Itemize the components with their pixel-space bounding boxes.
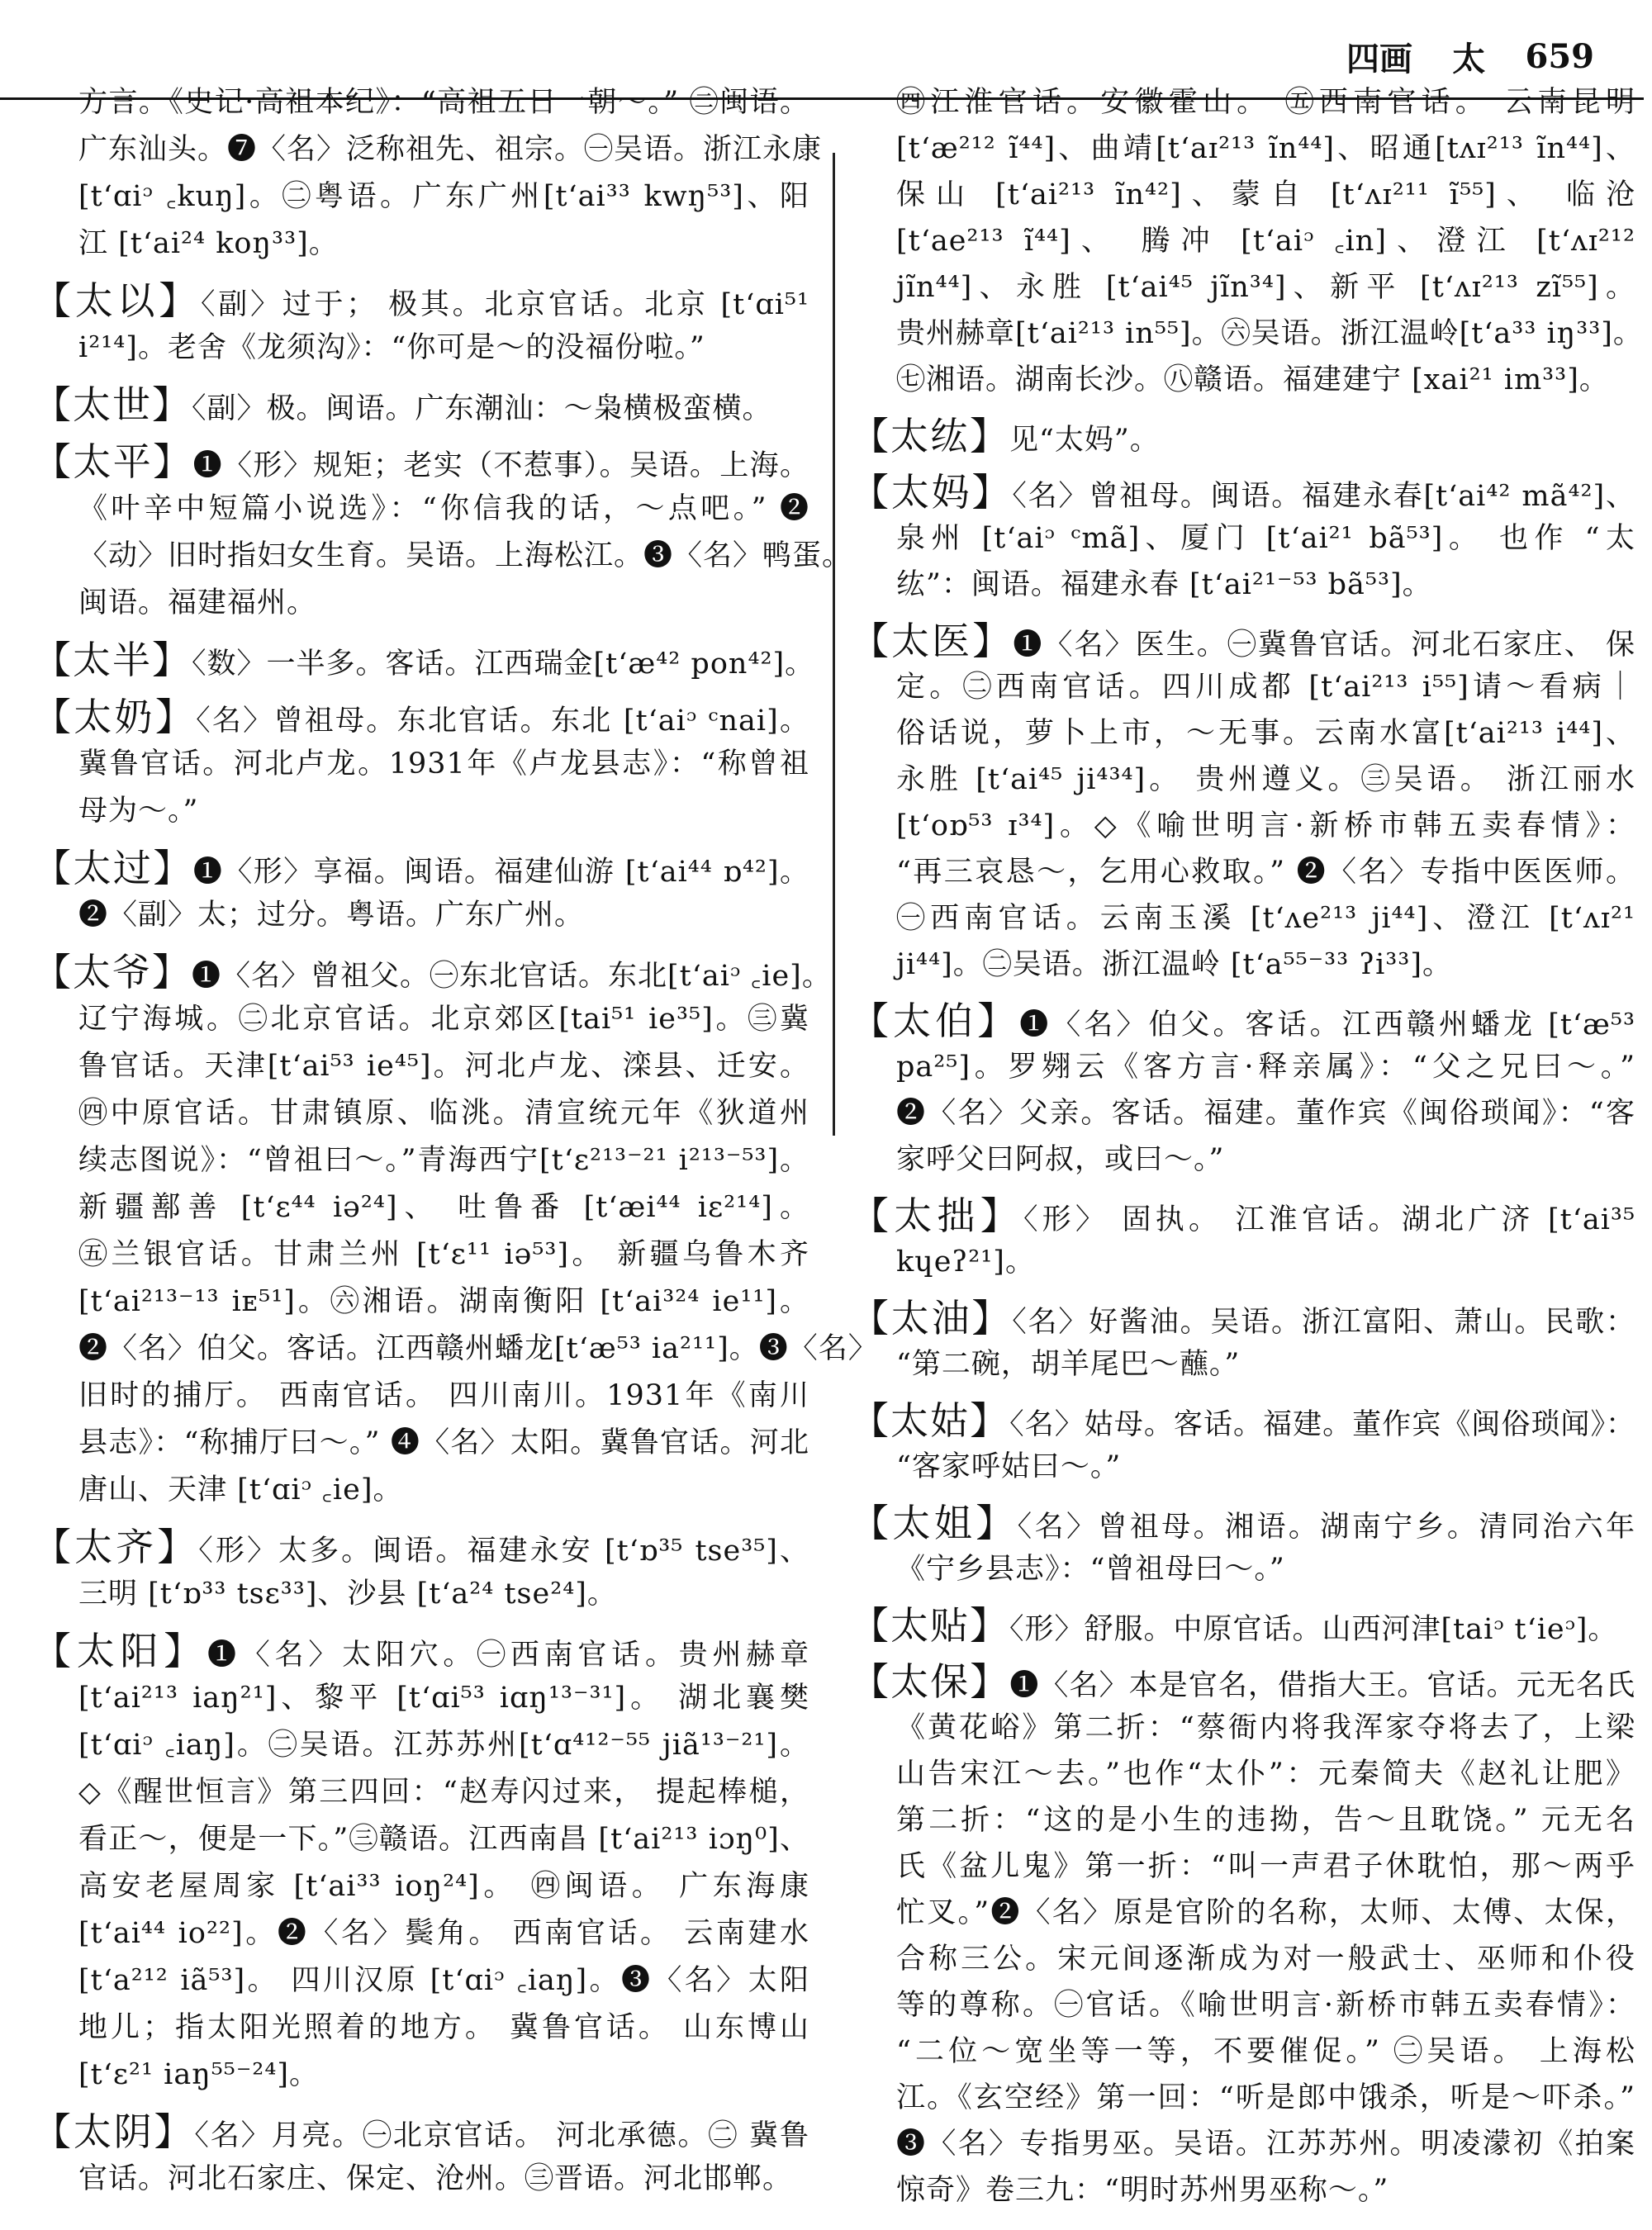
entry-line <box>78 486 809 532</box>
headword: 【太平】 <box>33 439 193 484</box>
entry-line <box>851 469 1635 515</box>
entry-text: ❸〈名〉专指男巫。吴语。江苏苏州。明凌濛初《拍案 <box>896 2128 1635 2161</box>
entry-line <box>896 1705 1635 1751</box>
entry-line <box>851 1658 1635 1705</box>
entry-text: 三明 [t‘ɒ³³ tsɛ³³]、沙县 [t‘a²⁴ tse²⁴]。 <box>78 1578 617 1611</box>
entry-text: 县志》：“称捕厅曰～。” ❹〈名〉太阳。冀鲁官话。河北 <box>78 1426 809 1459</box>
entry-text: “客家呼姑曰～。” <box>896 1450 1122 1483</box>
entry-line <box>78 221 809 267</box>
entry-line <box>78 1467 809 1513</box>
entry-text: [t‘a²¹² iã⁵³]。 四川汉原 [t‘ɑiᵓ ꜀iaŋ]。❸〈名〉太阳 <box>78 1964 809 1997</box>
entry-text: “二位～宽坐等一等，不要催促。” ㊁吴语。 上海松 <box>896 2035 1635 2068</box>
entry-line <box>78 892 809 938</box>
entry-text: ❶〈名〉本是官名，借指大王。官话。元无名氏 <box>1009 1669 1635 1702</box>
entry-line <box>896 1444 1635 1490</box>
entry-text: 第二折：“这的是小生的违拗，告～且耽饶。” 元无名 <box>896 1804 1635 1837</box>
left-column <box>33 0 878 2230</box>
entry-line <box>896 79 1635 126</box>
entry-line <box>78 2005 809 2051</box>
entry-line <box>78 1675 809 1721</box>
headword: 【太妈】 <box>851 470 1013 515</box>
headword: 【太阴】 <box>33 2109 195 2154</box>
entry-line <box>33 637 815 683</box>
entry-text: 官话。河北石家庄、保定、沧州。㊂晋语。河北邯郸。 <box>78 2162 793 2195</box>
headword: 【太奶】 <box>33 695 197 739</box>
entry-line <box>78 1769 809 1815</box>
headword: 【太伯】 <box>851 999 1020 1043</box>
entry-line <box>78 1137 809 1184</box>
entry-line <box>851 1500 1635 1546</box>
entry-line <box>78 1090 809 1136</box>
entry-line <box>33 694 809 740</box>
entry-text: 山告宋江～去。”也作“太仆”：元秦简夫《赵礼让肥》 <box>896 1758 1635 1791</box>
entry-text: 〈名〉姑母。客话。福建。董作宾《闽俗琐闻》： <box>1009 1408 1636 1441</box>
entry-text: [t‘ɛ²¹ iaŋ⁵⁵⁻²⁴]。 <box>78 2058 320 2091</box>
entry-line <box>78 1571 809 1617</box>
entry-line <box>851 413 1635 459</box>
entry-text: ❷〈名〉伯父。客话。江西赣州蟠龙[t‘æ⁵³ ia²¹¹]。❸〈名〉 <box>78 1332 878 1365</box>
entry-line <box>78 1043 809 1089</box>
headword: 【太姐】 <box>851 1501 1018 1545</box>
entry-line <box>78 580 809 626</box>
entry-text: ㊀西南官话。云南玉溪 [t‘ʌe²¹³ ji⁴⁴]、澄江 [t‘ʌɪ²¹ <box>896 902 1635 935</box>
entry-line <box>896 515 1635 562</box>
entry-line <box>896 264 1635 311</box>
entry-line <box>33 845 809 891</box>
entry-line <box>78 1326 878 1372</box>
entry-line <box>896 1239 1635 1285</box>
entry-text: 贵州赫章[t‘ai²¹³ in⁵⁵]。㊅吴语。浙江温岭[t‘a³³ iŋ³³]。 <box>896 317 1643 350</box>
entry-text: 惊奇》卷三九：“明时苏州男巫称～。” <box>896 2174 1389 2207</box>
entry-text: 高安老屋周家 [t‘ai³³ ioŋ²⁴]。 ㊃闽语。 广东海康 <box>78 1870 809 1903</box>
entry-text: 合称三公。宋元间逐渐成为对一般武士、巫师和仆役 <box>896 1943 1635 1976</box>
entry-text: ◇《醒世恒言》第三四回：“赵寿闪过来， 提起棒槌， <box>78 1776 809 1809</box>
entry-text: ❶〈形〉享福。闽语。福建仙游 [t‘ai⁴⁴ ɒ⁴²]。 <box>192 856 810 889</box>
entry-line <box>78 1863 809 1910</box>
entry-line <box>78 1722 809 1768</box>
right-column <box>851 0 1643 2230</box>
entry-line <box>851 618 1635 664</box>
entry-line <box>78 2156 809 2202</box>
entry-line <box>33 382 809 428</box>
entry-text: [t‘ai⁴⁴ io²²]。❷〈名〉鬓角。 西南官话。 云南建水 <box>78 1917 809 1950</box>
entry-line <box>896 1936 1635 1982</box>
header-section: 四画 <box>1346 39 1412 78</box>
entry-line <box>896 562 1635 608</box>
entry-text: i²¹⁴]。老舍《龙须沟》：“你可是～的没福份啦。” <box>78 331 705 364</box>
entry-text: 鲁官话。天津[t‘ai⁵³ ie⁴⁵]。河北卢龙、滦县、迁安。 <box>78 1050 809 1083</box>
entry-text: kɥeʔ²¹]。 <box>896 1245 1035 1279</box>
entry-text: 《叶辛中短篇小说选》：“你信我的话，～点吧。” ❷ <box>78 492 809 525</box>
entry-line <box>33 1524 809 1570</box>
entry-line <box>78 533 852 579</box>
entry-text: 续志图说》：“曾祖曰～。”青海西宁[t‘ɛ²¹³⁻²¹ i²¹³⁻⁵³]。 <box>78 1144 809 1177</box>
entry-text: 〈副〉极。闽语。广东潮汕：～枭横极蛮横。 <box>192 392 772 425</box>
entry-text: 忙叉。”❷〈名〉原是官阶的名称，太师、太傅、太保， <box>896 1896 1635 1929</box>
entry-line <box>896 1546 1635 1592</box>
entry-text: ㊆湘语。湖南长沙。㊇赣语。福建建宁 [xai²¹ im³³]。 <box>896 363 1609 396</box>
entry-text: ❷〈名〉父亲。客话。福建。董作宾《闽俗琐闻》：“客 <box>896 1097 1635 1130</box>
entry-text: 新疆鄯善 [t‘ɛ⁴⁴ iə²⁴]、 吐鲁番 [t‘æi⁴⁴ iɛ²¹⁴]。 <box>78 1191 809 1224</box>
entry-text: 〈副〉过于； 极其。北京官话。北京 [t‘ɑi⁵¹ <box>201 288 809 321</box>
entry-line <box>896 1982 1635 2028</box>
headword: 【太保】 <box>851 1659 1010 1704</box>
entry-line <box>896 1044 1635 1090</box>
entry-line <box>78 1231 809 1278</box>
entry-line <box>78 996 809 1042</box>
headword: 【太油】 <box>851 1296 1013 1340</box>
entry-line <box>78 2052 809 2098</box>
entry-text: ㊄兰银官话。甘肃兰州 [t‘ɛ¹¹ iə⁵³]。 新疆乌鲁木齐 <box>78 1238 809 1271</box>
entry-line <box>896 218 1635 264</box>
headword: 【太姑】 <box>851 1398 1010 1443</box>
entry-line <box>851 998 1635 1044</box>
entry-line <box>896 1890 1635 1936</box>
entry-text: 〈动〉旧时指妇女生育。吴语。上海松江。❸〈名〉鸭蛋。 <box>78 539 852 572</box>
entry-line <box>896 1136 1635 1183</box>
headword: 【太贴】 <box>851 1603 1009 1648</box>
entry-line <box>851 1295 1635 1341</box>
entry-text: 看正～，便是一下。”㊂赣语。江西南昌 [t‘ai²¹³ iɔŋ⁰]、 <box>78 1823 809 1856</box>
entry-text: ❶〈形〉规矩；老实（不惹事）。吴语。上海。 <box>192 449 809 482</box>
entry-line <box>78 788 809 834</box>
entry-text: 〈名〉月亮。㊀北京官话。 河北承德。㊁ 冀鲁 <box>194 2119 809 2152</box>
entry-text: ❶〈名〉曾祖父。㊀东北官话。东北[t‘aiᵓ ꜀ie]。 <box>192 960 832 993</box>
header-char: 太 <box>1452 39 1486 78</box>
entry-text: 〈名〉好酱油。吴语。浙江富阳、萧山。民歌： <box>1012 1306 1635 1339</box>
entry-text: “第二碗，胡羊尾巴～蘸。” <box>896 1348 1241 1381</box>
entry-line <box>851 1602 1635 1649</box>
entry-text: [t‘ɑiᵓ ꜀kuŋ]。㊁粤语。广东广州[t‘ai³³ kwŋ⁵³]、阳 <box>78 180 809 213</box>
headword: 【太过】 <box>33 846 193 890</box>
entry-text: 见“太妈”。 <box>1009 424 1160 457</box>
entry-text: ❷〈副〉太；过分。粤语。广东广州。 <box>78 899 585 932</box>
entry-text: 定。㊁西南官话。四川成都 [t‘ai²¹³ i⁵⁵]请～看病｜ <box>896 671 1635 704</box>
entry-text: jĩn⁴⁴]、永胜 [t‘ai⁴⁵ jĩn³⁴]、新平 [t‘ʌɪ²¹³ zĩ⁵⁵]。 <box>896 271 1635 304</box>
entry-line <box>896 710 1635 757</box>
entry-line <box>78 1957 809 2004</box>
headword: 【太拙】 <box>851 1193 1023 1238</box>
entry-line <box>896 2121 1635 2167</box>
headword: 【太纮】 <box>851 414 1009 458</box>
entry-text: 广东汕头。❼〈名〉泛称祖先、祖宗。㊀吴语。浙江永康 <box>78 133 823 166</box>
entry-text: [t‘ɑiᵓ ꜀iaŋ]。㊁吴语。江苏苏州[t‘ɑ⁴¹²⁻⁵⁵ jiã¹³⁻²¹]。 <box>78 1729 809 1762</box>
entry-line <box>896 357 1635 403</box>
entry-line <box>896 1341 1635 1388</box>
entry-line <box>78 1420 809 1466</box>
entry-line <box>78 1373 809 1419</box>
entry-text: 〈名〉曾祖母。湘语。湖南宁乡。清同治六年 <box>1017 1511 1635 1544</box>
entry-line <box>896 1843 1635 1890</box>
entry-text: 江 [t‘ai²⁴ koŋ³³]。 <box>78 227 339 260</box>
entry-text: 《黄花峪》第二折：“蔡衙内将我浑家夺将去了，上梁 <box>896 1711 1635 1744</box>
entry-text: 〈数〉一半多。客话。江西瑞金[t‘æ⁴² pon⁴²]。 <box>192 648 815 681</box>
entry-line <box>33 949 832 995</box>
entry-text: ❶〈名〉医生。㊀冀鲁官话。河北石家庄、 保 <box>1013 629 1635 662</box>
entry-text: 地儿；指太阳光照着的地方。 冀鲁官话。 山东博山 <box>78 2011 809 2044</box>
headword: 【太齐】 <box>33 1525 199 1569</box>
entry-text: 保山 [t‘ai²¹³ ĩn⁴²]、蒙自 [t‘ʌɪ²¹¹ ĩ⁵⁵]、 临沧 <box>896 178 1635 211</box>
entry-text: ji⁴⁴]。㊁吴语。浙江温岭 [t‘a⁵⁵⁻³³ ʔi³³]。 <box>896 948 1452 981</box>
entry-line <box>33 1628 809 1674</box>
entry-text: 〈名〉曾祖母。东北官话。东北 [t‘aiᵓ ᶜnai]。 <box>196 705 810 738</box>
entry-line <box>896 126 1635 172</box>
entry-text: ❶〈名〉伯父。客话。江西赣州蟠龙 [t‘æ⁵³ <box>1019 1008 1635 1041</box>
entry-line <box>896 849 1635 895</box>
entry-line <box>896 1751 1635 1797</box>
entry-line <box>896 2028 1635 2075</box>
entry-text: 《宁乡县志》：“曾祖母曰～。” <box>896 1553 1285 1586</box>
entry-text: 江。《玄空经》第一回：“听是郎中饿杀，听是～吓杀。” <box>896 2081 1635 2114</box>
entry-line <box>78 126 823 173</box>
entry-line <box>896 1797 1635 1843</box>
entry-line <box>33 439 809 485</box>
entry-line <box>896 311 1643 357</box>
entry-text: [t‘ai²¹³⁻¹³ iᴇ⁵¹]。㊅湘语。湖南衡阳 [t‘ai³²⁴ ie¹¹]。 <box>78 1285 809 1318</box>
entry-text: 〈形〉 固执。 江淮官话。湖北广济 [t‘ai³⁵ <box>1023 1203 1635 1236</box>
entry-text: 氏《盆儿鬼》第一折：“叫一声君子休耽怕，那～两乎 <box>896 1850 1635 1883</box>
entry-text: [t‘oɒ⁵³ ɪ³⁴]。◇《喻世明言·新桥市韩五卖春情》： <box>896 809 1635 842</box>
headword: 【太世】 <box>33 382 192 427</box>
entry-line <box>78 1279 809 1325</box>
entry-line <box>78 79 809 126</box>
headword: 【太爷】 <box>33 950 192 994</box>
entry-text: 家呼父曰阿叔，或曰～。” <box>896 1143 1225 1176</box>
headword: 【太阳】 <box>33 1629 208 1673</box>
entry-line <box>896 2167 1635 2213</box>
entry-text: 泉州 [t‘aiᵓ ᶜmã]、厦门 [t‘ai²¹ bã⁵³]。 也作 “太 <box>896 522 1635 555</box>
entry-text: [t‘ae²¹³ ĩ⁴⁴]、 腾冲 [t‘aiᵓ ꜀in]、澄江 [t‘ʌɪ²¹² <box>896 225 1635 258</box>
entry-text: ㊃江淮官话。安徽霍山。 ㊄西南官话。 云南昆明 <box>896 86 1635 119</box>
entry-text: [t‘ai²¹³ iaŋ²¹]、黎平 [t‘ɑi⁵³ iɑŋ¹³⁻³¹]。 湖北襄樊 <box>78 1682 809 1715</box>
entry-line <box>896 664 1635 710</box>
entry-text: 〈形〉舒服。中原官话。山西河津[taiᵓ t‘ieᵓ]。 <box>1009 1613 1618 1646</box>
entry-text: 旧时的捕厅。 西南官话。 四川南川。1931年《南川 <box>78 1379 809 1412</box>
entry-text: 〈形〉太多。闽语。福建永安 [t‘ɒ³⁵ tse³⁵]、 <box>198 1535 809 1568</box>
entry-text: 纮”：闽语。福建永春 [t‘ai²¹⁻⁵³ bã⁵³]。 <box>896 568 1432 601</box>
entry-text: ㊃中原官话。甘肃镇原、临洮。清宣统元年《狄道州 <box>78 1097 809 1130</box>
entry-line <box>896 895 1635 942</box>
headword: 【太以】 <box>33 278 201 323</box>
entry-line <box>896 757 1635 803</box>
column-divider <box>833 153 835 1136</box>
entry-line <box>78 1910 809 1957</box>
entry-text: 方言。《史记·高祖本纪》：“高祖五日一朝～。” ㊁闽语。 <box>78 86 809 119</box>
entry-line <box>896 2075 1635 2121</box>
entry-line <box>78 173 809 220</box>
headword: 【太半】 <box>33 638 192 682</box>
entry-line <box>33 278 809 324</box>
entry-text: [t‘æ²¹² ĩ⁴⁴]、曲靖[t‘aɪ²¹³ ĩn⁴⁴]、昭通[tʌɪ²¹³ ĩn⁴⁴]、 <box>896 132 1635 165</box>
entry-text: 等的尊称。㊀官话。《喻世明言·新桥市韩五卖春情》： <box>896 1989 1635 2022</box>
entry-line <box>78 1184 809 1231</box>
entry-text: 俗话说，萝卜上市，～无事。云南水富[t‘ai²¹³ i⁴⁴]、 <box>896 717 1635 750</box>
entry-line <box>851 1193 1635 1239</box>
entry-line <box>33 2109 809 2155</box>
entry-text: 闽语。福建福州。 <box>78 586 317 619</box>
entry-text: 永胜 [t‘ai⁴⁵ ji⁴³⁴]。 贵州遵义。㊂吴语。 浙江丽水 <box>896 763 1635 796</box>
entry-text: 〈名〉曾祖母。闽语。福建永春[t‘ai⁴² mã⁴²]、 <box>1012 480 1635 513</box>
entry-text: pa²⁵]。罗翙云《客方言·释亲属》：“父之兄曰～。” <box>896 1051 1635 1084</box>
entry-line <box>851 1397 1635 1444</box>
entry-line <box>896 803 1635 849</box>
entry-text: 母为～。” <box>78 795 199 828</box>
entry-line <box>78 741 809 787</box>
entry-text: 冀鲁官话。河北卢龙。1931年《卢龙县志》：“称曾祖 <box>78 747 809 780</box>
entry-line <box>896 942 1635 988</box>
entry-line <box>896 172 1635 218</box>
entry-text: ❶〈名〉太阳穴。㊀西南官话。贵州赫章 <box>207 1639 809 1672</box>
entry-line <box>896 1090 1635 1136</box>
entry-line <box>78 1816 809 1862</box>
entry-text: “再三哀恳～，乞用心救取。” ❷〈名〉专指中医医师。 <box>896 856 1635 889</box>
entry-line <box>78 325 809 371</box>
entry-text: 唐山、天津 [t‘ɑiᵓ ꜀ie]。 <box>78 1473 403 1506</box>
headword: 【太医】 <box>851 619 1014 663</box>
entry-text: 辽宁海城。㊁北京官话。北京郊区[tai⁵¹ ie³⁵]。㊂冀 <box>78 1003 809 1036</box>
page-number: 659 <box>1525 36 1594 76</box>
